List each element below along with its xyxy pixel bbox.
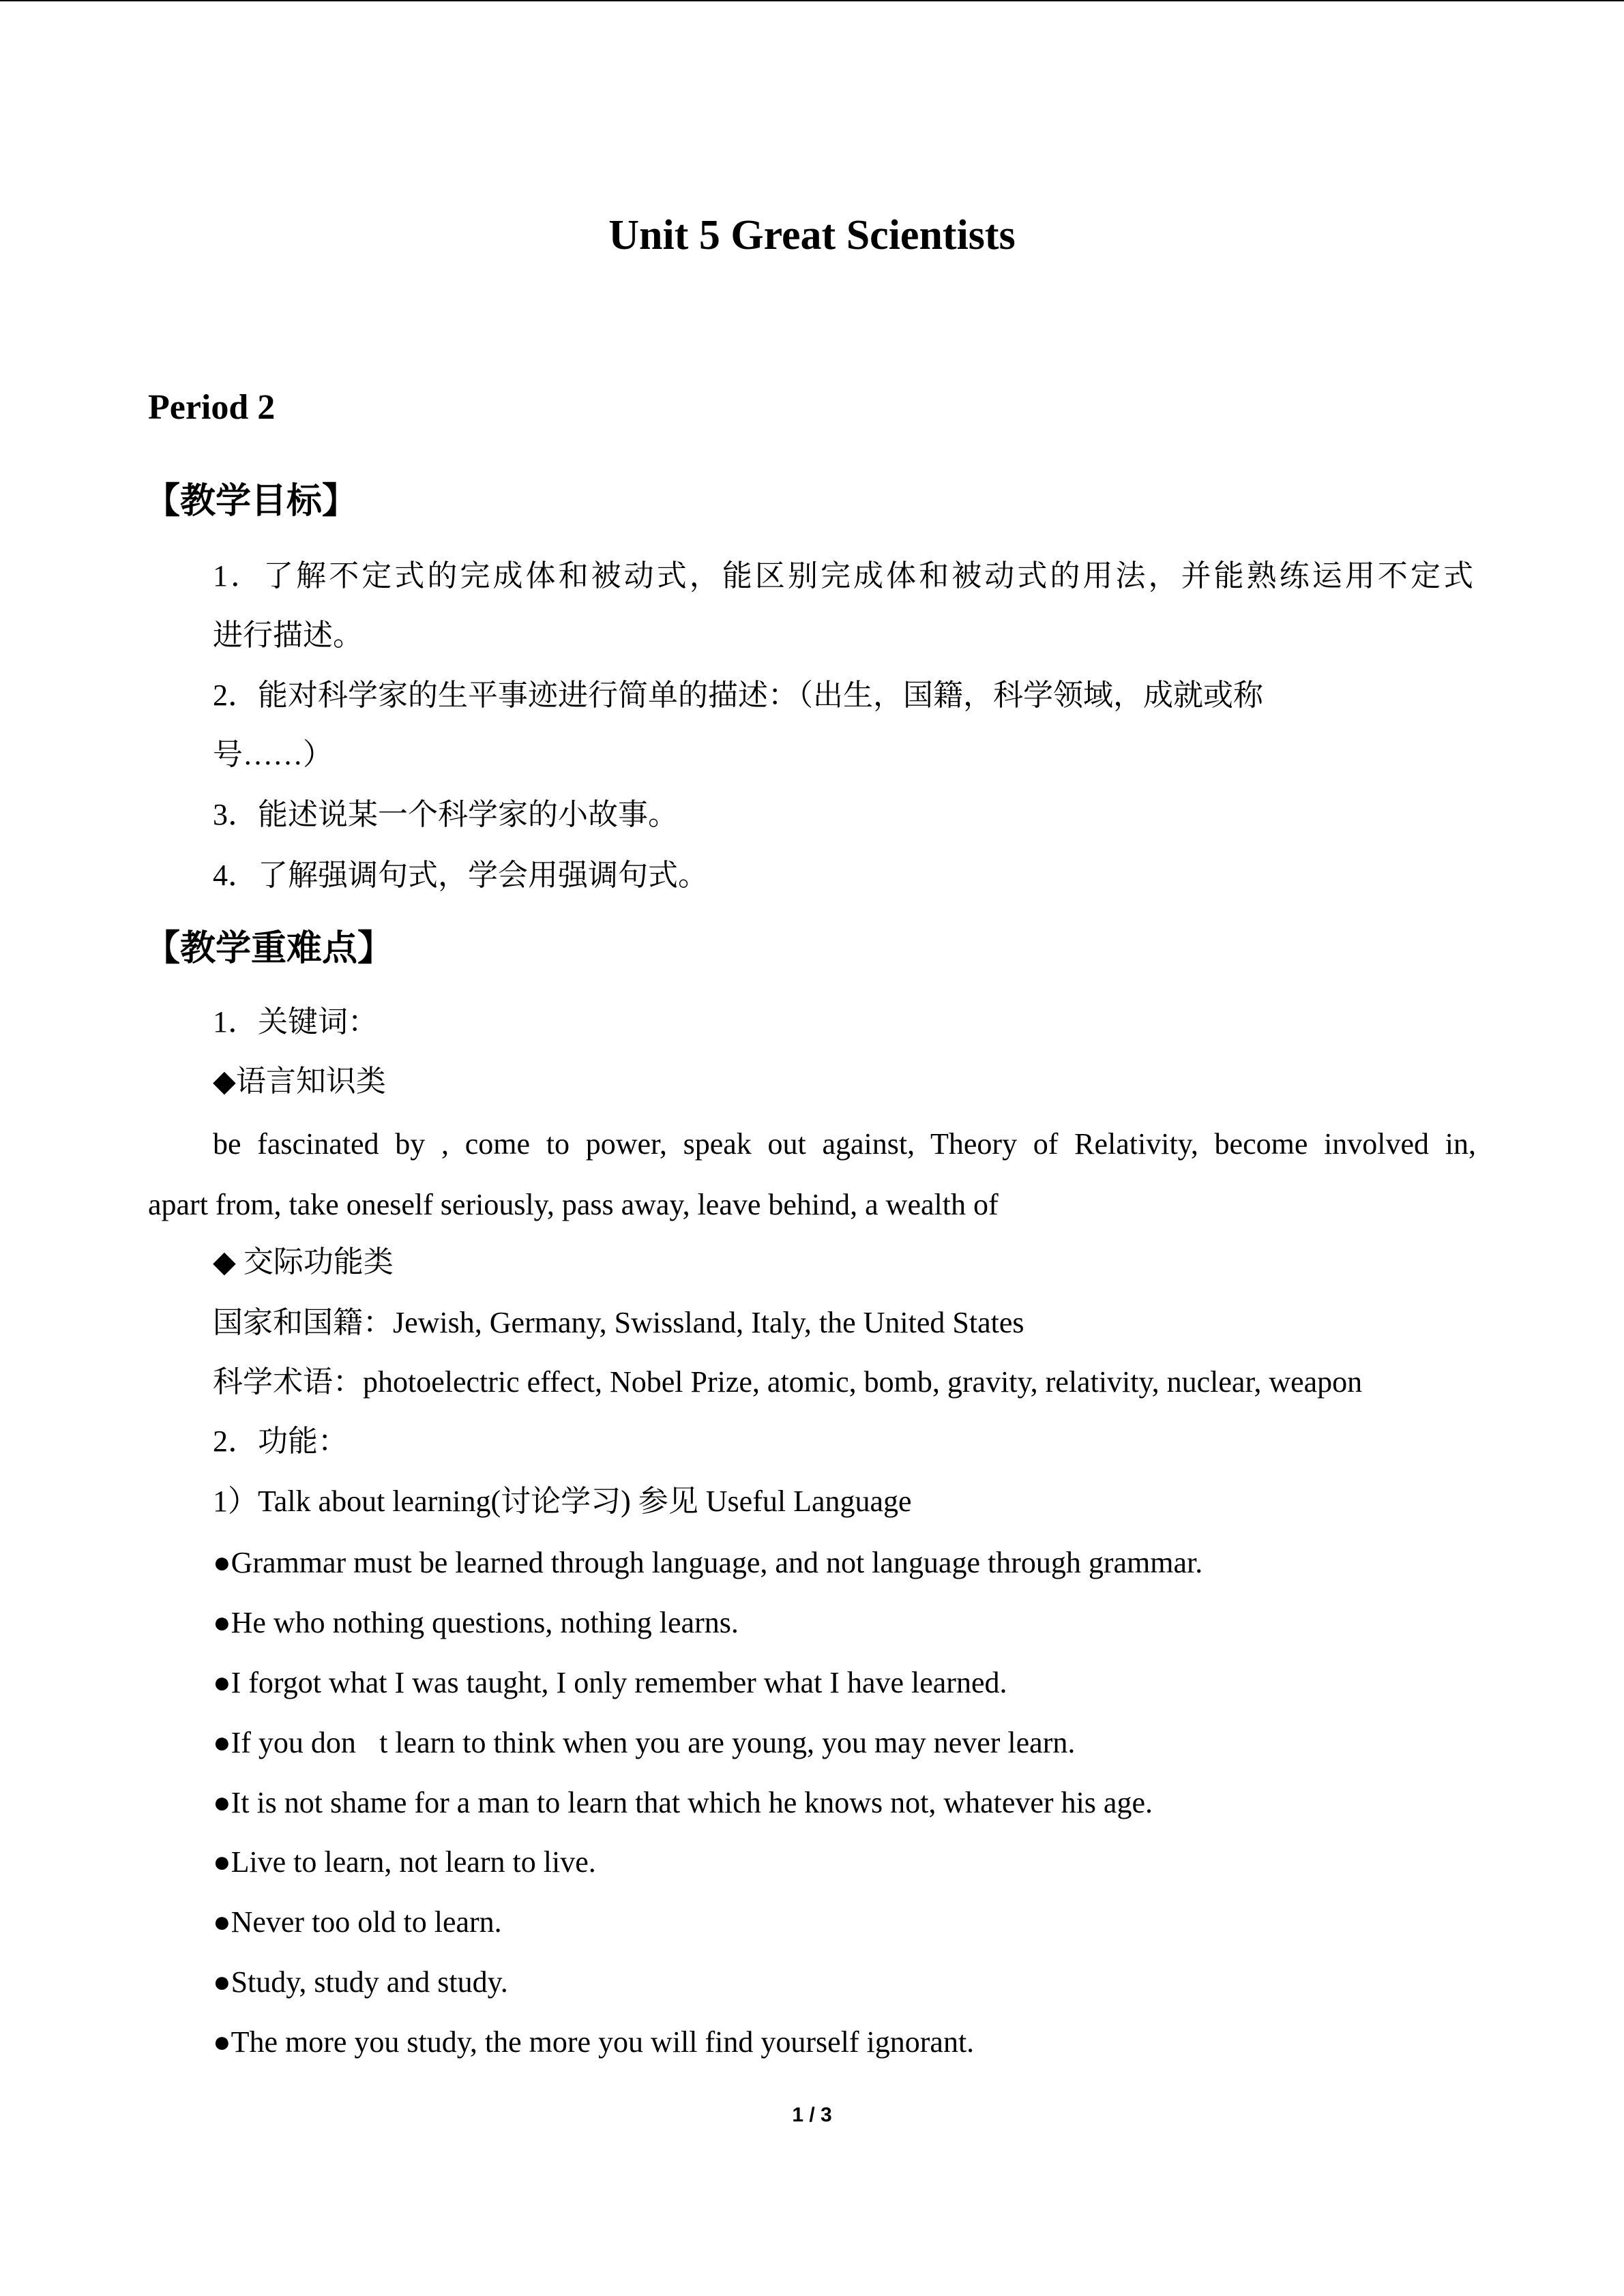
language-knowledge-label: ◆语言知识类 xyxy=(213,1064,386,1098)
quote-item: ●Study, study and study. xyxy=(213,1965,508,1999)
key-points-heading: 【教学重难点】 xyxy=(145,928,394,969)
objective-item-4: 4．了解强调句式，学会用强调句式。 xyxy=(213,859,708,892)
science-terms-line: 科学术语：photoelectric effect, Nobel Prize, atomic, bomb, gravity, relativity, nuclear, weapon xyxy=(213,1365,1363,1399)
document-title: Unit 5 Great Scientists xyxy=(608,212,1016,258)
quote-item: ●If you don t learn to think when you are young, you may never learn. xyxy=(213,1726,1076,1759)
objective-item-3: 3．能述说某一个科学家的小故事。 xyxy=(213,798,678,831)
quote-item: ●I forgot what I was taught, I only remember what I have learned. xyxy=(213,1666,1007,1699)
objective-item-2-cont: 号……） xyxy=(213,738,333,771)
talk-about-label: 1）Talk about learning(讨论学习) 参见 Useful Language xyxy=(213,1485,912,1518)
quote-item: ●The more you study, the more you will find yourself ignorant. xyxy=(213,2025,975,2059)
quote-item: ●Live to learn, not learn to live. xyxy=(213,1845,596,1879)
nationality-line: 国家和国籍：Jewish, Germany, Swissland, Italy, the United States xyxy=(213,1306,1024,1339)
phrases-line-1: be fascinated by , come to power, speak out against, Theory of Relativity, become involved in, xyxy=(213,1127,1476,1161)
objective-item-2: 2．能对科学家的生平事迹进行简单的描述：（出生，国籍，科学领域，成就或称 xyxy=(213,679,1263,712)
objectives-heading: 【教学目标】 xyxy=(145,481,358,522)
function-label: 2．功能： xyxy=(213,1425,348,1458)
phrases-line-2: apart from, take oneself seriously, pass away, leave behind, a wealth of xyxy=(148,1188,999,1221)
quote-item: ●Never too old to learn. xyxy=(213,1905,502,1939)
objective-item-1-cont: 进行描述。 xyxy=(213,618,363,652)
quote-item: ●Grammar must be learned through language, and not language through grammar. xyxy=(213,1546,1203,1579)
objective-item-1: 1．了解不定式的完成体和被动式，能区别完成体和被动式的用法，并能熟练运用不定式 xyxy=(213,559,1473,593)
period-heading: Period 2 xyxy=(148,388,276,427)
page-top-border xyxy=(0,0,1624,1)
quote-item: ●It is not shame for a man to learn that which he knows not, whatever his age. xyxy=(213,1786,1153,1819)
keywords-label: 1．关键词： xyxy=(213,1005,378,1039)
page-number: 1 / 3 xyxy=(792,2104,832,2126)
quote-item: ●He who nothing questions, nothing learns. xyxy=(213,1606,739,1639)
communicative-label: ◆ 交际功能类 xyxy=(213,1245,394,1279)
